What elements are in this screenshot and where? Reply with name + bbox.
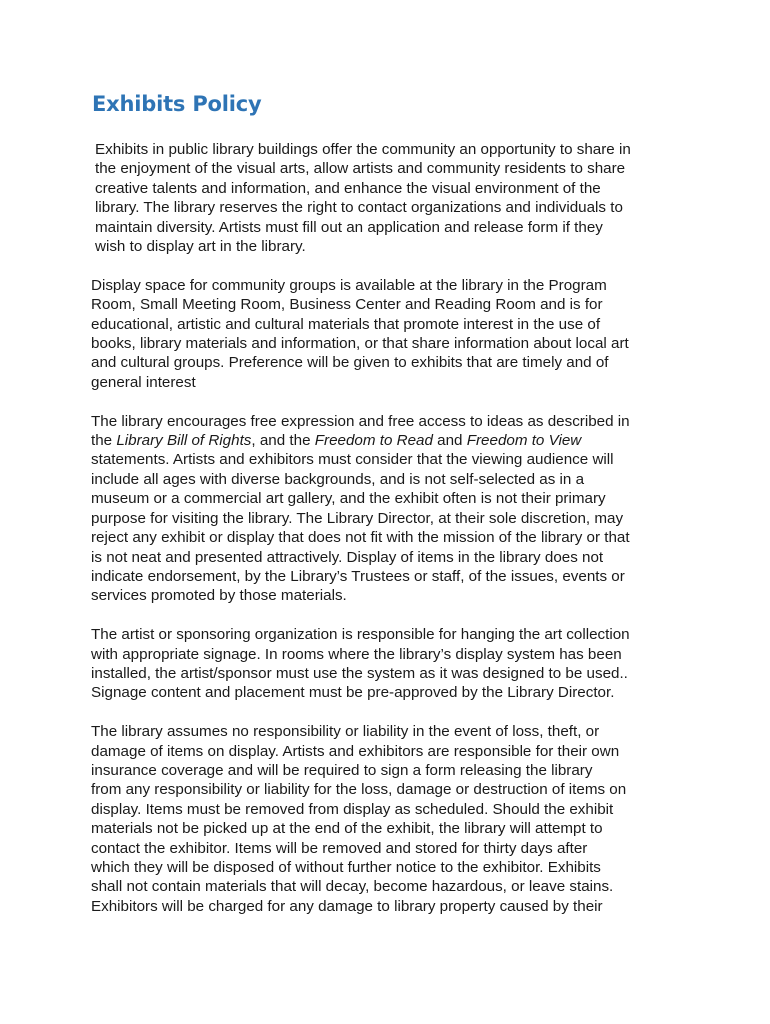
text-line: and cultural groups. Preference will be given to exhibits that are timely and of xyxy=(91,354,609,372)
text-line: books, library materials and information, or that share information about local art xyxy=(91,335,629,353)
text-line: purpose for visiting the library. The Library Director, at their sole discretion, may xyxy=(91,509,624,527)
text-line: library. The library reserves the right to contact organizations and individuals to xyxy=(95,199,623,217)
text-run: , and the xyxy=(251,432,315,450)
italic-title-freedom-to-view: Freedom to View xyxy=(466,432,582,450)
text-line: from any responsibility or liability for the loss, damage or destruction of items on xyxy=(91,781,627,799)
italic-title-library-bill-of-rights: Library Bill of Rights xyxy=(116,432,252,450)
text-line-with-italics xyxy=(91,431,691,450)
text-line: include all ages with diverse backgrounds, and is not self-selected as in a xyxy=(91,470,585,488)
text-line: with appropriate signage. In rooms where the library’s display system has been xyxy=(91,645,622,663)
text-line: Signage content and placement must be pre-approved by the Library Director. xyxy=(91,684,615,702)
text-line: materials not be picked up at the end of the exhibit, the library will attempt to xyxy=(91,820,603,838)
text-line: which they will be disposed of without further notice to the exhibitor. Exhibits xyxy=(91,858,601,876)
text-line: installed, the artist/sponsor must use the system as it was designed to be used.. xyxy=(91,664,628,682)
text-line: Room, Small Meeting Room, Business Center and Reading Room and is for xyxy=(91,296,603,314)
text-line: The artist or sponsoring organization is responsible for hanging the art collection xyxy=(91,626,630,644)
text-line: creative talents and information, and enhance the visual environment of the xyxy=(95,179,601,197)
text-line: shall not contain materials that will decay, become hazardous, or leave stains. xyxy=(91,878,614,896)
text-line: indicate endorsement, by the Library’s Trustees or staff, of the issues, events or xyxy=(91,567,625,585)
text-line: Display space for community groups is available at the library in the Program xyxy=(91,276,607,294)
italic-title-freedom-to-read: Freedom to Read xyxy=(314,432,433,450)
text-line: statements. Artists and exhibitors must consider that the viewing audience will xyxy=(91,451,614,469)
text-line: educational, artistic and cultural materials that promote interest in the use of xyxy=(91,315,601,333)
text-line: maintain diversity. Artists must fill out an application and release form if they xyxy=(95,218,603,236)
paragraph-1 xyxy=(91,140,691,256)
text-line: is not neat and presented attractively. Display of items in the library does not xyxy=(91,548,604,566)
page-title: Exhibits Policy xyxy=(92,92,262,116)
text-line: the enjoyment of the visual arts, allow artists and community residents to share xyxy=(95,160,626,178)
text-line: The library encourages free expression and free access to ideas as described in xyxy=(91,412,630,430)
text-line: general interest xyxy=(91,373,196,391)
paragraph-2 xyxy=(91,276,691,392)
text-line: damage of items on display. Artists and exhibitors are responsible for their own xyxy=(91,742,620,760)
text-line: insurance coverage and will be required to sign a form releasing the library xyxy=(91,761,593,779)
paragraph-5 xyxy=(91,722,691,916)
text-line: Exhibitors will be charged for any damage to library property caused by their xyxy=(91,897,603,915)
text-run: the xyxy=(91,432,117,450)
document-body xyxy=(91,140,691,936)
text-run: and xyxy=(432,432,467,450)
text-line: services promoted by those materials. xyxy=(91,587,347,605)
text-line: reject any exhibit or display that does not fit with the mission of the library or that xyxy=(91,529,630,547)
text-line: contact the exhibitor. Items will be removed and stored for thirty days after xyxy=(91,839,588,857)
text-line: Exhibits in public library buildings offer the community an opportunity to share in xyxy=(95,141,631,158)
text-line: museum or a commercial art gallery, and the exhibit often is not their primary xyxy=(91,490,606,508)
paragraph-4 xyxy=(91,625,691,703)
paragraph-3 xyxy=(91,412,691,606)
text-line: display. Items must be removed from display as scheduled. Should the exhibit xyxy=(91,800,614,818)
text-line: wish to display art in the library. xyxy=(95,238,306,256)
text-line: The library assumes no responsibility or liability in the event of loss, theft, or xyxy=(91,723,600,741)
